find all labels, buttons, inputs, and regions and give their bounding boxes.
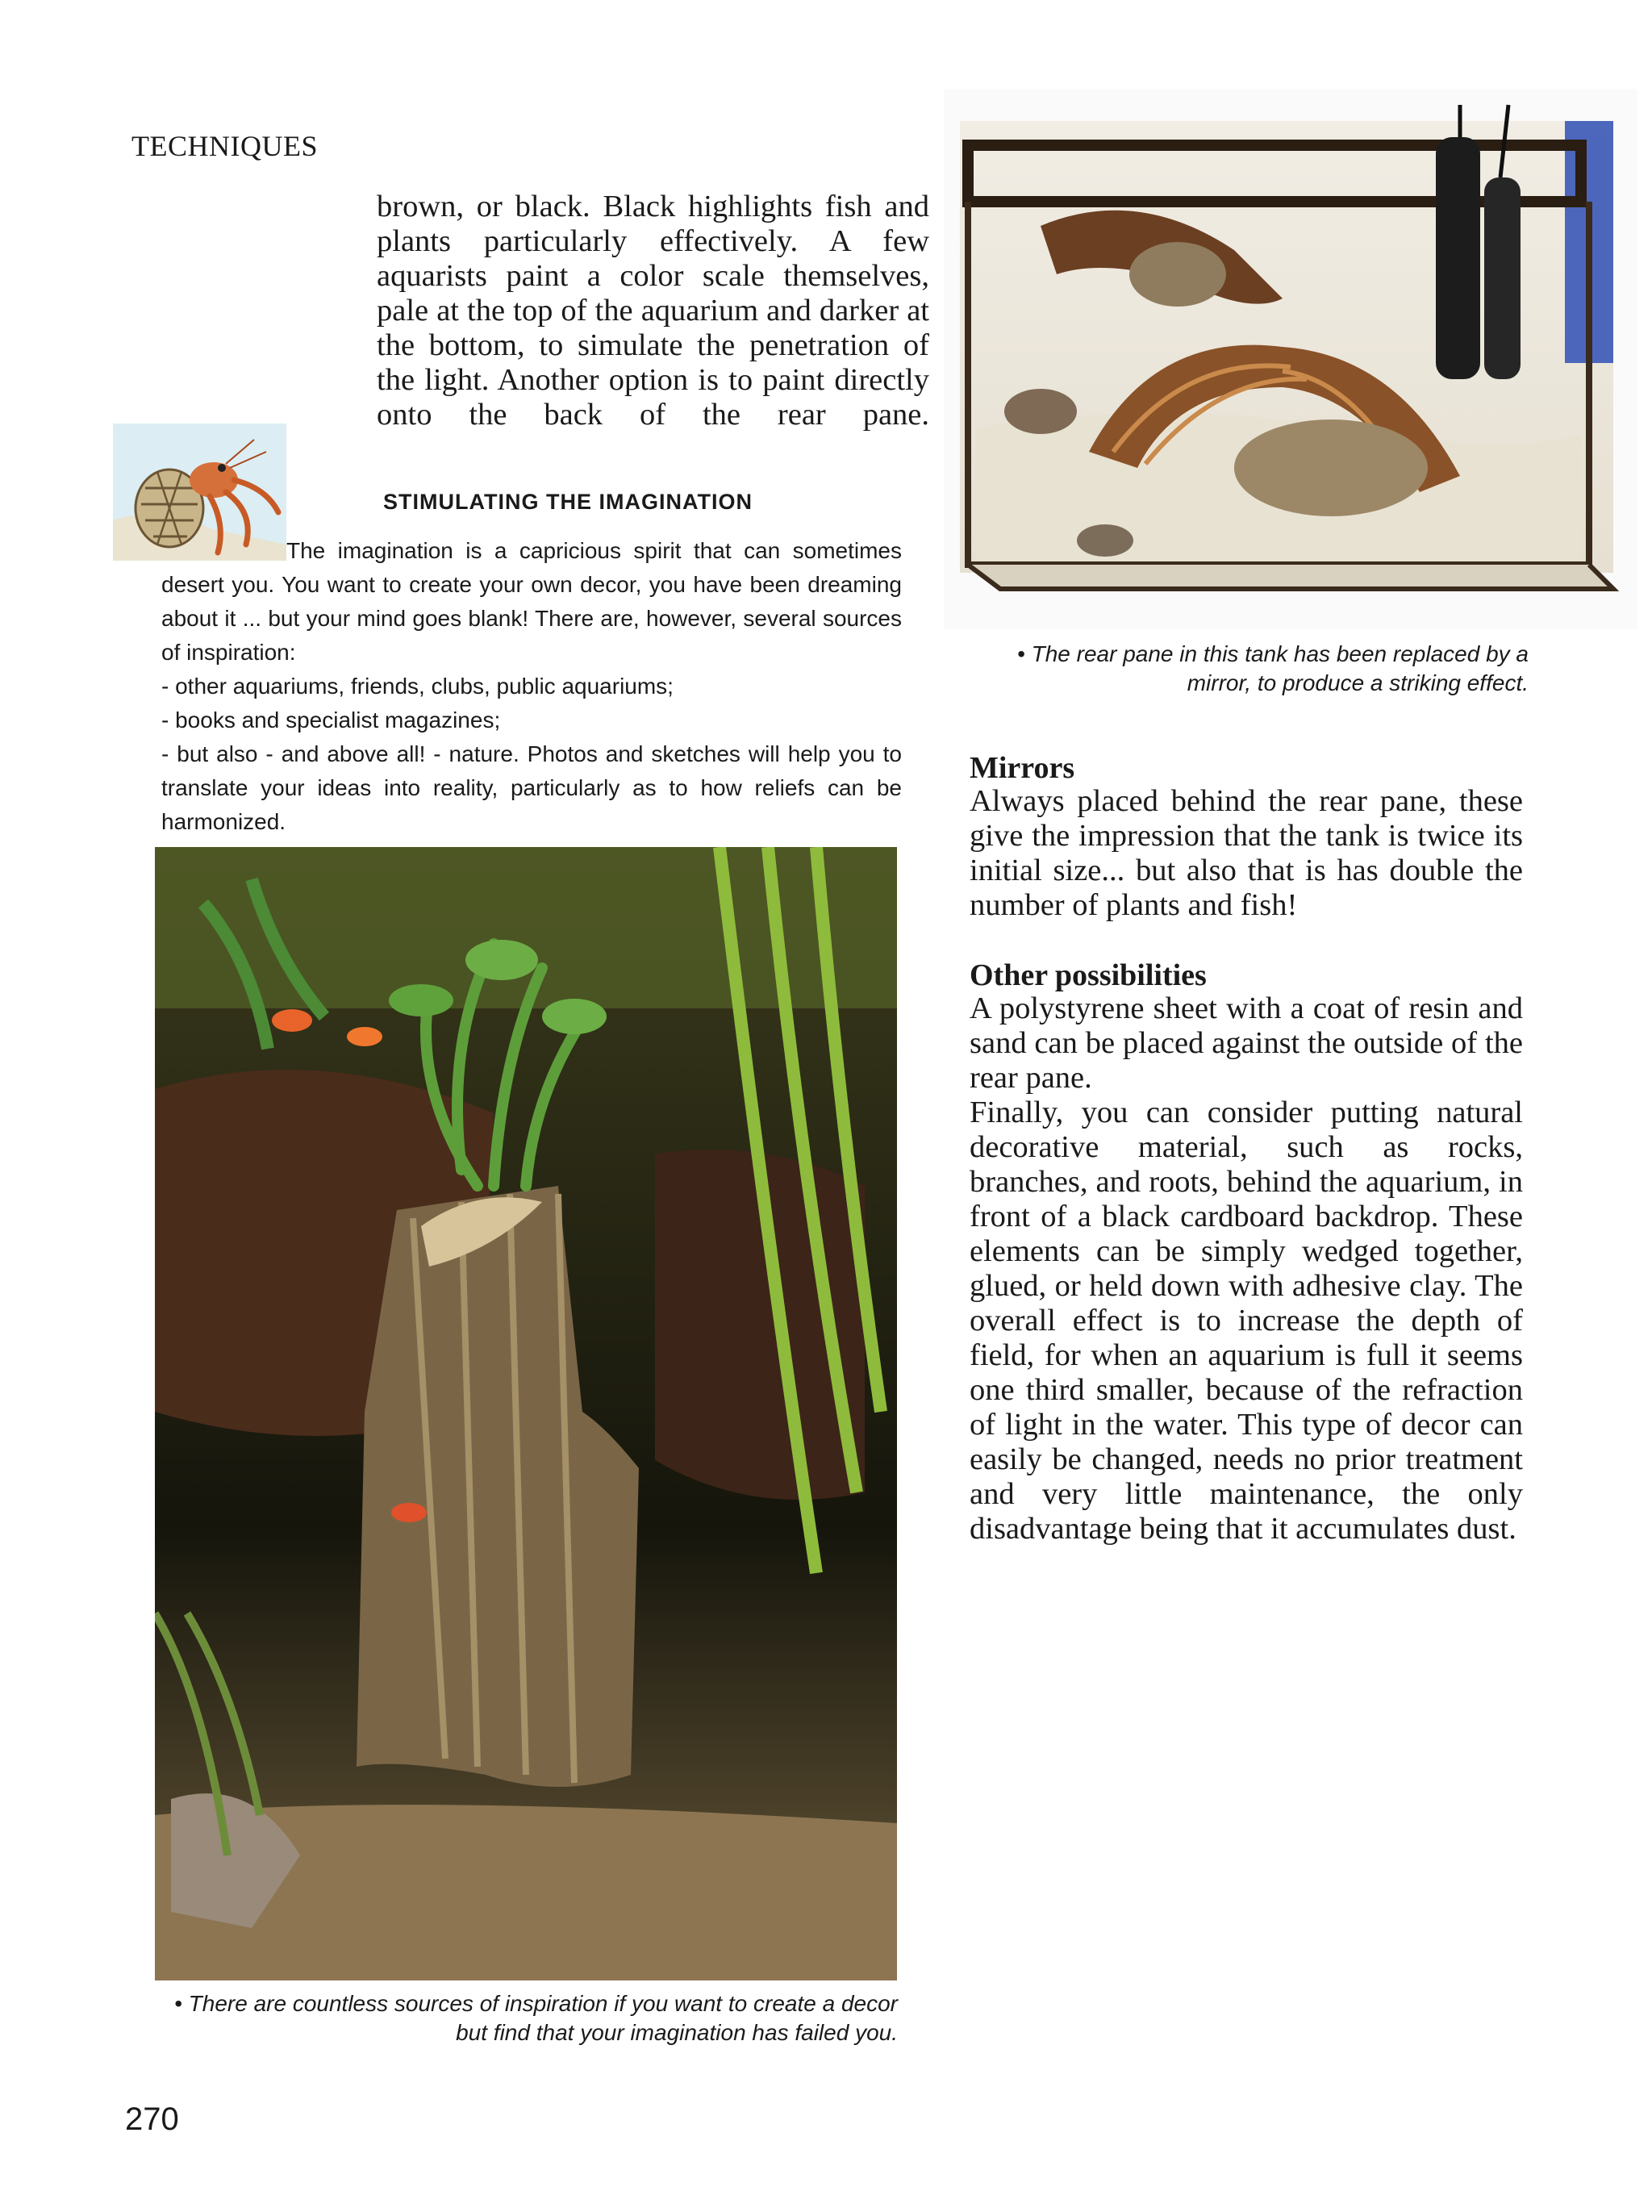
other-possibilities-body	[970, 991, 1523, 1546]
decor-photo	[155, 847, 897, 1980]
list-item: - but also - and above all! - nature. Photos and sketches will help you to translate your ideas into reality, particularly as to how reliefs can be harmonized.	[161, 741, 902, 834]
page-number: 270	[125, 2101, 179, 2137]
other-paragraph: A polystyrene sheet with a coat of resin and sand can be placed against the outside of the rear pane.	[970, 991, 1523, 1095]
section-heading: STIMULATING THE IMAGINATION	[383, 490, 753, 514]
other-possibilities-heading: Other possibilities	[970, 958, 1207, 992]
decor-photo-caption: • There are countless sources of inspiration if you want to create a decor but find that your imagination has failed you.	[174, 1991, 898, 2045]
list-item: - other aquariums, friends, clubs, public aquariums;	[161, 674, 674, 699]
list-item: - books and specialist magazines;	[161, 707, 501, 732]
tank-photo	[944, 89, 1637, 629]
other-paragraph: Finally, you can consider putting natural decorative material, such as rocks, branches, and roots, behind the aquarium, in front of a black cardboard backdrop. These elements can be simply wedged together, glued, or held down with adhesive clay. The overall effect is to increase the depth of field, for when an aquarium is full it seems one third smaller, because of the refraction of light in the water. This type of decor can easily be changed, needs no prior treatment and very little maintenance, the only disadvantage being that it accumulates dust.	[970, 1096, 1523, 1546]
intro-paragraph: brown, or black. Black highlights fish and plants particularly effectively. A few aquarists paint a color scale themselves, pale at the top of the aquarium and darker at the bottom, to simulate the penetration of the light. Another option is to paint directly onto the back of the rear pane.	[377, 190, 929, 432]
section-body	[161, 534, 902, 839]
mirrors-paragraph: Always placed behind the rear pane, these give the impression that the tank is twice its initial size... but also that is has double the number of plants and fish!	[970, 784, 1523, 922]
tank-photo-caption: • The rear pane in this tank has been replaced by a mirror, to produce a striking effect.	[1017, 641, 1529, 695]
running-head: TECHNIQUES	[131, 130, 318, 162]
section-paragraph: The imagination is a capricious spirit that can sometimes desert you. You want to create your own decor, you have been dreaming about it ... but your mind goes blank! There are, however, several sources of inspiration:	[161, 538, 902, 665]
mirrors-heading: Mirrors	[970, 751, 1075, 785]
